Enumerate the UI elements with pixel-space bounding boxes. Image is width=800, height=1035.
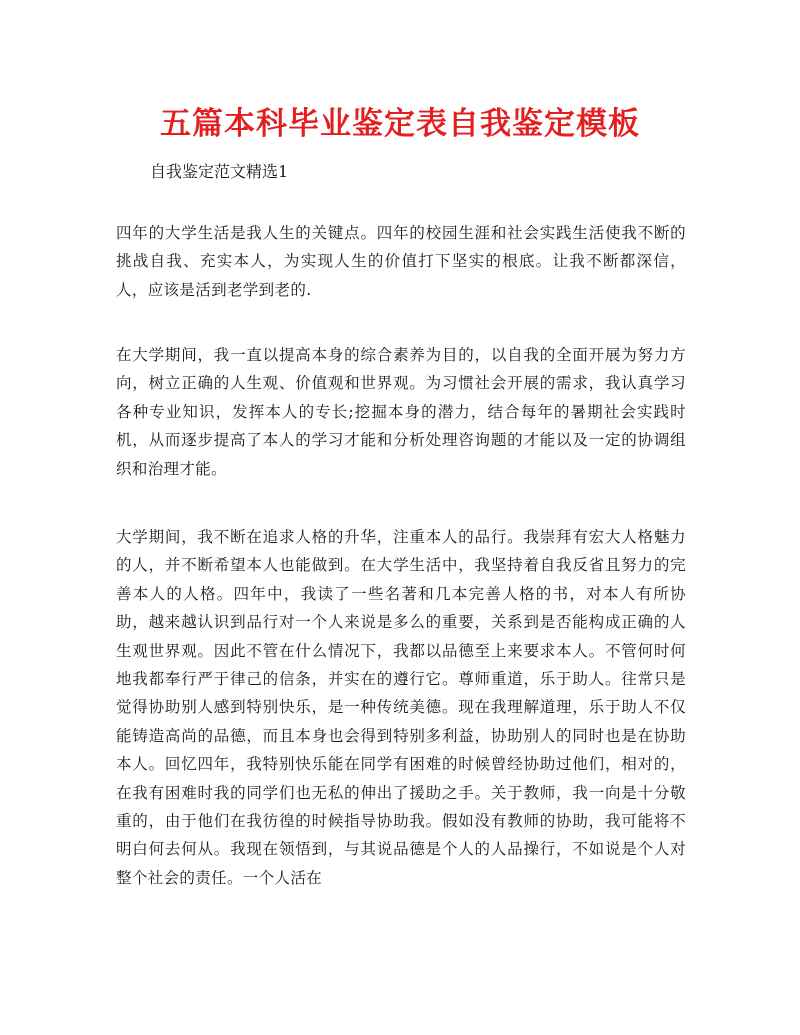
paragraph-1: 四年的大学生活是我人生的关键点。四年的校园生涯和社会实践生活使我不断的挑战自我、充实本人，为实现人生的价值打下坚实的根底。让我不断都深信，人，应该是活到老学到老的. [116, 224, 686, 299]
document-subtitle: 自我鉴定范文精选1 [150, 162, 289, 181]
paragraph-2: 在大学期间，我一直以提高本身的综合素养为目的，以自我的全面开展为努力方向，树立正确的人生观、价值观和世界观。为习惯社会开展的需求，我认真学习各种专业知识，发挥本人的专长;挖掘本身的潜力，结合每年的暑期社会实践时机，从而逐步提高了本人的学习才能和分析处理咨询题的才能以及一定的协调组织和治理才能。 [116, 346, 686, 478]
document-title: 五篇本科毕业鉴定表自我鉴定模板 [160, 106, 640, 142]
paragraph-3: 大学期间，我不断在追求人格的升华，注重本人的品行。我崇拜有宏大人格魅力的人，并不断希望本人也能做到。在大学生活中，我坚持着自我反省且努力的完善本人的人格。四年中，我读了一些名著和几本完善人格的书，对本人有所协助，越来越认识到品行对一个人来说是多么的重要，关系到是否能构成正确的人生观世界观。因此不管在什么情况下，我都以品德至上来要求本人。不管何时何地我都奉行严于律己的信条，并实在的遵行它。尊师重道，乐于助人。往常只是觉得协助别人感到特别快乐，是一种传统美德。现在我理解道理，乐于助人不仅能铸造高尚的品德，而且本身也会得到特别多利益，协助别人的同时也是在协助本人。回忆四年，我特别快乐能在同学有困难的时候曾经协助过他们，相对的，在我有困难时我的同学们也无私的伸出了援助之手。关于教师，我一向是十分敬重的，由于他们在我彷徨的时候指导协助我。假如没有教师的协助，我可能将不明白何去何从。我现在领悟到，与其说品德是个人的人品操行，不如说是个人对整个社会的责任。一个人活在 [116, 528, 686, 887]
